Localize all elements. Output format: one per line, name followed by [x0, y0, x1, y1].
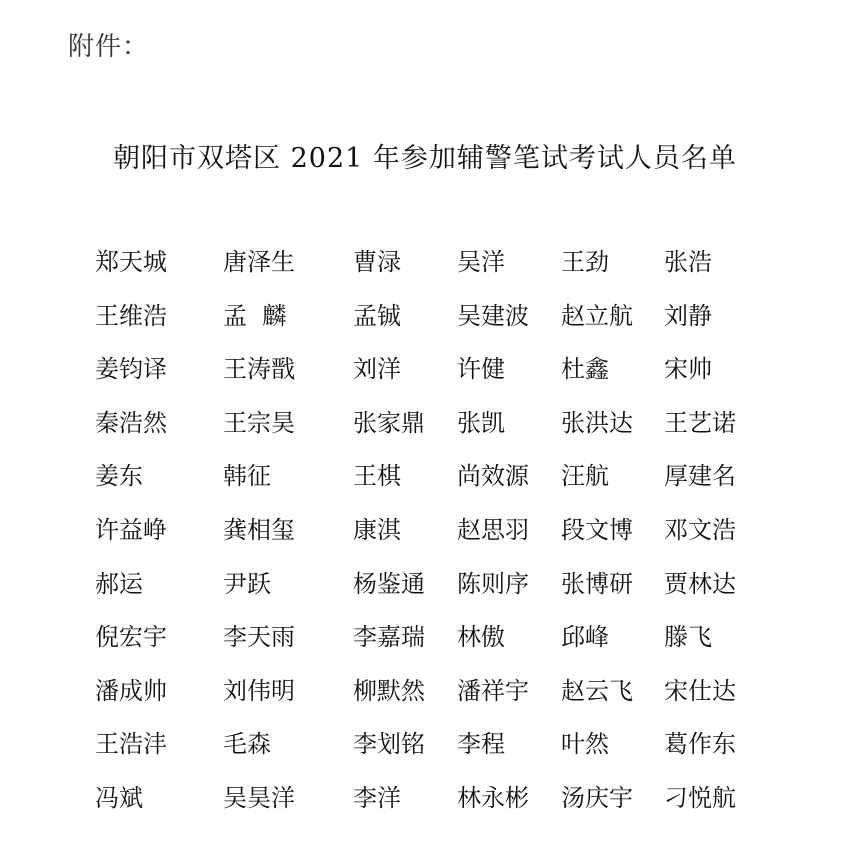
names-list	[95, 246, 764, 836]
name-entry: 许健	[457, 355, 505, 384]
name-entry: 王棋	[353, 462, 401, 491]
name-entry: 李划铭	[353, 730, 425, 759]
name-entry: 段文博	[561, 515, 633, 544]
name-entry: 吴建波	[457, 301, 529, 330]
name-row	[95, 300, 764, 354]
name-entry: 张博研	[561, 569, 633, 598]
name-entry: 刘伟明	[223, 676, 295, 705]
name-entry: 孟铖	[353, 301, 401, 330]
name-entry: 汪航	[561, 462, 609, 491]
name-entry: 姜钧译	[95, 355, 167, 384]
name-entry: 郝运	[95, 569, 143, 598]
name-entry: 李程	[457, 730, 505, 759]
name-entry: 刘洋	[353, 355, 401, 384]
name-entry: 滕飞	[664, 623, 712, 652]
name-entry: 王劲	[561, 248, 609, 276]
name-entry: 冯斌	[95, 783, 143, 812]
name-entry: 秦浩然	[95, 408, 167, 437]
name-entry: 吴洋	[457, 248, 505, 276]
name-entry: 王涛戬	[223, 355, 295, 384]
name-entry: 许益峥	[95, 515, 167, 544]
name-entry: 林永彬	[457, 783, 529, 812]
name-entry: 杨鉴通	[353, 569, 425, 598]
name-entry: 张家鼎	[353, 408, 425, 437]
name-row	[95, 621, 764, 675]
name-entry: 康淇	[353, 515, 401, 544]
name-entry: 毛森	[223, 730, 271, 759]
attachment-label: 附件：	[68, 32, 150, 62]
name-entry: 潘祥宇	[457, 676, 529, 705]
name-entry: 孟 麟	[223, 301, 287, 330]
name-entry: 柳默然	[353, 676, 425, 705]
name-entry: 张浩	[664, 248, 712, 276]
name-entry: 姜东	[95, 462, 143, 491]
name-entry: 李洋	[353, 783, 401, 812]
name-entry: 王艺诺	[664, 408, 736, 437]
name-entry: 王宗昊	[223, 408, 295, 437]
name-entry: 倪宏宇	[95, 623, 167, 652]
name-entry: 邓文浩	[664, 515, 736, 544]
page-title: 朝阳市双塔区 2021 年参加辅警笔试考试人员名单	[113, 143, 737, 174]
name-row	[95, 514, 764, 568]
name-entry: 贾林达	[664, 569, 736, 598]
name-entry: 尹跃	[223, 569, 271, 598]
name-entry: 王维浩	[95, 301, 167, 330]
name-entry: 郑天城	[95, 248, 167, 276]
name-entry: 陈则序	[457, 569, 529, 598]
name-entry: 葛作东	[664, 730, 736, 759]
name-entry: 尚效源	[457, 462, 529, 491]
name-entry: 韩征	[223, 462, 271, 491]
name-entry: 宋仕达	[664, 676, 736, 705]
name-row	[95, 728, 764, 782]
name-entry: 潘成帅	[95, 676, 167, 705]
name-entry: 龚相玺	[223, 515, 295, 544]
name-entry: 邱峰	[561, 623, 609, 652]
name-entry: 李天雨	[223, 623, 295, 652]
name-entry: 宋帅	[664, 355, 712, 384]
name-entry: 吴昊洋	[223, 783, 295, 812]
name-entry: 张洪达	[561, 408, 633, 437]
name-entry: 赵云飞	[561, 676, 633, 705]
name-entry: 赵思羽	[457, 515, 529, 544]
name-entry: 赵立航	[561, 301, 633, 330]
name-row	[95, 460, 764, 514]
name-entry: 林傲	[457, 623, 505, 652]
name-entry: 王浩沣	[95, 730, 167, 759]
name-row	[95, 246, 764, 300]
name-entry: 李嘉瑞	[353, 623, 425, 652]
name-row	[95, 675, 764, 729]
name-entry: 张凯	[457, 408, 505, 437]
name-row	[95, 407, 764, 461]
name-row	[95, 353, 764, 407]
name-entry: 叶然	[561, 730, 609, 759]
name-entry: 刘静	[664, 301, 712, 330]
name-entry: 唐泽生	[223, 248, 295, 276]
name-entry: 汤庆宇	[561, 783, 633, 812]
name-entry: 厚建名	[664, 462, 736, 491]
name-entry: 刁悦航	[664, 783, 736, 812]
name-row	[95, 782, 764, 836]
name-entry: 曹渌	[353, 248, 401, 276]
name-row	[95, 568, 764, 622]
name-entry: 杜鑫	[561, 355, 609, 384]
